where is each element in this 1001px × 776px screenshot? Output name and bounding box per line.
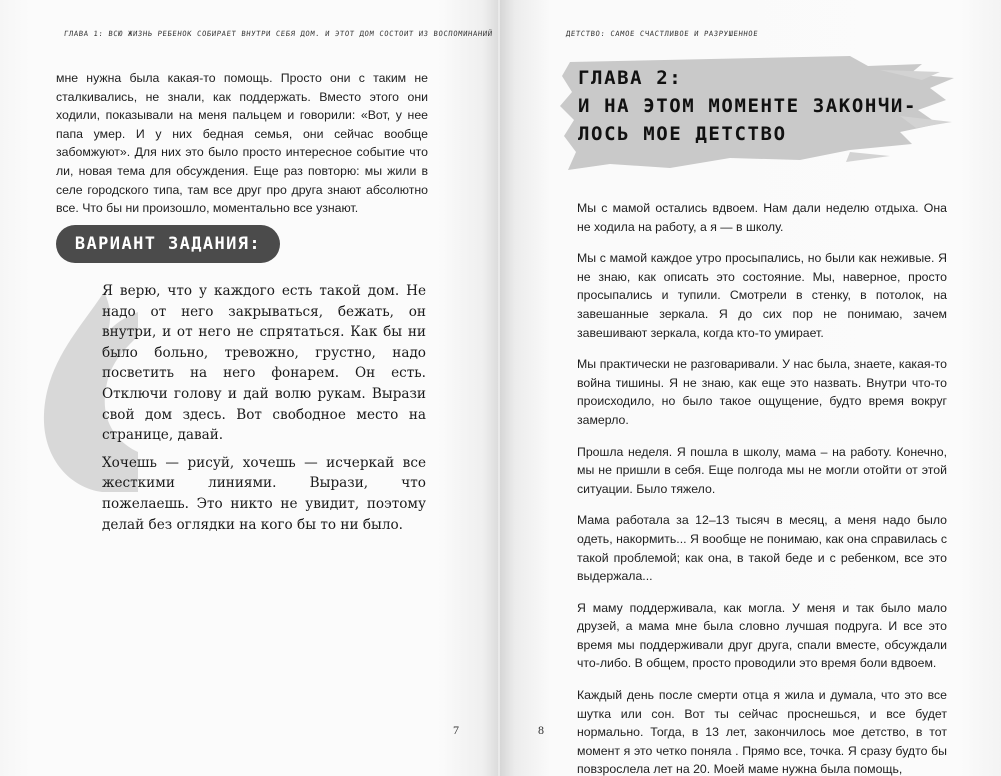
running-head-right: ДЕТСТВО: САМОЕ СЧАСТЛИВОЕ И РАЗРУШЕННОЕ xyxy=(565,29,759,38)
paragraph: Мы практически не разговаривали. У нас была, знаете, какая-то война тишины. Я не знаю, как еще это назвать. Внутри что-то происходило, но было такое ощущение, будто время вокруг замерло. xyxy=(577,357,947,427)
task-variant-badge: ВАРИАНТ ЗАДАНИЯ: xyxy=(56,225,280,263)
task-text xyxy=(102,281,426,535)
page-number-left: 7 xyxy=(453,723,459,737)
paragraph: Каждый день после смерти отца я жила и думала, что это все шутка или сон. Вот ты сейчас проснешься, и все будет нормально. Тогда, в 13 лет, закончилось мое детство, в тот момент я это четко поняла . Прямо все, точка. Я сразу будто бы повзрослела лет на 20. Моей маме нужна была помощь, xyxy=(577,688,947,776)
paragraph: Прошла неделя. Я пошла в школу, мама – на работу. Конечно, мы не пришли в себя. Еще полгода мы не могли отойти от этой ситуации. Было тяжело. xyxy=(577,444,947,496)
chapter-heading-line: И НА ЭТОМ МОМЕНТЕ ЗАКОНЧИ- xyxy=(578,95,918,117)
task-paragraph: Хочешь — рисуй, хочешь — исчеркай все жесткими линиями. Вырази, что пожелаешь. Это никто не увидит, поэтому делай без оглядки на кого бы то ни было. xyxy=(102,454,426,533)
chapter-heading-line: ГЛАВА 2: xyxy=(578,67,683,89)
paragraph: Мы с мамой остались вдвоем. Нам дали неделю отдыха. Она не ходила на работу, а я — в школу. xyxy=(577,201,947,234)
right-page xyxy=(500,0,1001,776)
running-head-left: ГЛАВА 1: ВСЮ ЖИЗНЬ РЕБЕНОК СОБИРАЕТ ВНУТРИ СЕБЯ ДОМ. И ЭТОТ ДОМ СОСТОИТ ИЗ ВОСПОМИНАНИЙ xyxy=(63,29,494,38)
paragraph: Мы с мамой каждое утро просыпались, но были как неживые. Я не знаю, как описать это состояние. Мы, наверное, просто просыпались и тупили. Смотрели в стенку, в потолок, на завешанные зеркала. Я до сих пор не понимаю, зачем завешивают зеркала, когда кто-то умирает. xyxy=(577,251,947,340)
left-page xyxy=(0,0,498,776)
chapter-heading xyxy=(578,64,958,148)
paragraph: Я маму поддерживала, как могла. У меня и так было мало друзей, а мама мне была словно лучшая подруга. И все это время мы поддерживали друг друга, спали вместе, обсуждали что-либо. В общем, просто проводили это время боли вдвоем. xyxy=(577,600,947,671)
continuation-paragraph xyxy=(56,69,428,218)
paragraph: мне нужна была какая-то помощь. Просто они с таким не сталкивались, не знали, как поддержать. Вместо этого они ходили, показывали на меня пальцем и говорили: «Вот, у нее папа умер. И у них бедная семья, они сейчас вообще забомжуют». Для них это было просто интересное событие что ли, новая тема для обсуждения. Еще раз повторю: мы жили в селе городского типа, там все друг про друга знают абсолютно все. Что бы ни произошло, моментально все узнают. xyxy=(56,71,428,216)
chapter-body xyxy=(577,199,947,776)
paragraph: Мама работала за 12–13 тысяч в месяц, а меня надо было одеть, накормить... Я вообще не понимаю, как она справилась с такой проблемой; как она, в такой беде и с ребенком, все это выдержала... xyxy=(577,513,947,584)
page-number-right: 8 xyxy=(538,723,544,737)
task-paragraph: Я верю, что у каждого есть такой дом. Не надо от него закрываться, бежать, он внутри, и от него не спрятаться. Как бы ни было больно, тревожно, грустно, надо посветить на него фонарем. Он есть. Отключи голову и дай волю рукам. Вырази свой дом здесь. Вот свободное место на странице, давай. xyxy=(102,283,426,444)
chapter-heading-line: ЛОСЬ МОЕ ДЕТСТВО xyxy=(578,123,787,145)
